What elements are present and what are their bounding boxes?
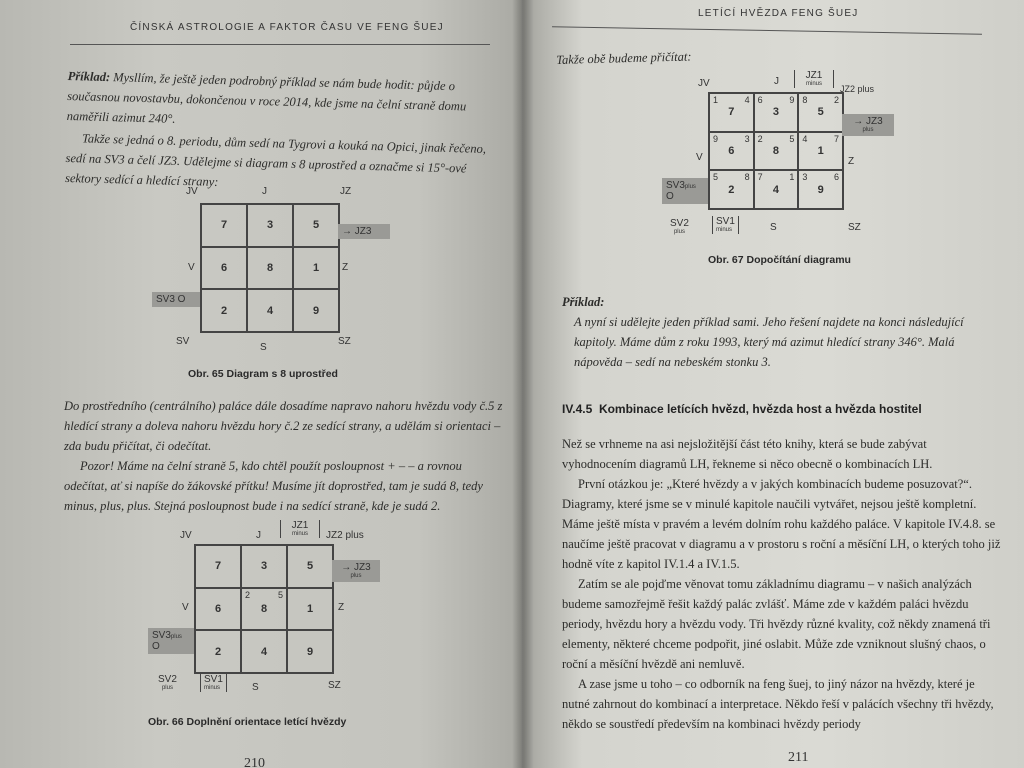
fig66-jz1-label: JZ1 (291, 520, 309, 531)
fig66-tag-sv3-label: SV3 (152, 630, 171, 641)
fig65-dir-sz: SZ (338, 336, 351, 347)
fig66-center-tr: 5 (277, 589, 283, 600)
fig66-cell: 5 (287, 545, 333, 588)
fig67-sv1-label: SV1 (716, 216, 735, 227)
fig67-cell-tl: 4 (802, 133, 808, 144)
fig67-cell-value: 7 (728, 106, 735, 119)
fig66-center-tl: 2 (245, 589, 251, 600)
right-page-number: 211 (788, 750, 809, 765)
fig65-tag-sv3: SV3 O (152, 292, 200, 307)
fig66-jz1 (280, 520, 320, 538)
fig67-caption: Obr. 67 Dopočítání diagramu (708, 254, 851, 266)
fig65-dir-sv: SV (176, 336, 190, 347)
fig67-dir-sz: SZ (848, 222, 861, 233)
fig65-dir-jv: JV (186, 186, 198, 197)
fig66-jz2: JZ2 plus (326, 530, 364, 541)
fig67-cell-value: 8 (772, 144, 780, 157)
fig67-sv2-label: SV2 (670, 218, 689, 229)
fig66-grid (194, 544, 334, 674)
fig67-jz1-minus: minus (805, 81, 822, 87)
left-example-block (65, 66, 498, 199)
fig66-dir-z: Z (338, 602, 345, 613)
fig67-cell (754, 170, 799, 209)
fig67-dir-jv: JV (698, 78, 710, 89)
fig65-dir-v: V (188, 262, 195, 273)
left-example-label: Příklad: (67, 68, 111, 85)
right-example-text: A nyní si udělejte jeden příklad sami. Jeho řešení najdete na konci následující kapitoly. Máme dům z roku 1993, který má azimut hledící strany 346°. Malá nápověda – sedí na nebeském stonku 3. (574, 315, 964, 369)
fig67-dir-s: S (770, 222, 777, 233)
fig66-dir-sz: SZ (328, 680, 341, 691)
figure-65 (150, 186, 410, 353)
fig66-cell: 3 (241, 545, 287, 588)
fig66-cell: 7 (195, 545, 241, 588)
fig65-caption: Obr. 65 Diagram s 8 uprostřed (188, 368, 338, 380)
fig67-cell-value: 6 (728, 144, 735, 157)
fig66-sv1-sub: minus (204, 685, 221, 691)
fig66-sv2 (158, 674, 177, 692)
fig67-tag-sv3-sub: plus (684, 184, 696, 190)
right-para4: A zase jsme u toho – co odborník na feng šuej, to jiný názor na hvězdy, které je nutné zahrnout do kombinací a interpretace. Někdo řeší v palácích všechny tři hvězdy, někdo se soustředí především na kombinaci hvězdy periody (562, 677, 994, 731)
fig67-cell-tr: 7 (833, 133, 839, 144)
right-para3: Zatím se ale pojďme věnovat tomu základnímu diagramu – v našich analýzách budeme samozřejmě řešit každý palác zvlášť. Máme zde v každém paláci hvězdu periody, hvězdu hory a hvězdu vody. Tři hvězdy různé kvality, což někdy znamená tři elementy, některé chceme podpořit, jiné oslabit. Může zde vzniknout slušný chaos, o roční a měsíční hvězdě ani nemluvě. (562, 577, 991, 671)
right-running-header: LETÍCÍ HVĚZDA FENG ŠUEJ (698, 8, 859, 19)
fig67-tag-jz3 (842, 114, 894, 136)
fig67-sv2 (670, 218, 689, 236)
fig66-cell-center (241, 588, 287, 631)
fig67-sv2-sub: plus (673, 229, 685, 235)
fig67-cell-tr: 9 (789, 95, 795, 105)
fig67-cell-tl: 3 (802, 172, 808, 183)
fig65-dir-j: J (262, 186, 267, 197)
fig67-cell-value: 3 (772, 106, 780, 119)
fig67-cell-tl: 5 (713, 172, 719, 183)
fig65-dir-z: Z (342, 262, 349, 273)
right-example-block (562, 292, 982, 372)
left-body-block (64, 396, 504, 516)
fig65-dir-jz: JZ (340, 186, 352, 197)
fig65-cell: 8 (247, 247, 293, 290)
fig67-sv1-sub: minus (716, 227, 733, 233)
fig67-cell (798, 170, 843, 209)
fig67-cell (709, 170, 754, 209)
fig67-dir-z: Z (848, 156, 855, 167)
section-heading (562, 402, 922, 416)
fig67-dir-j: J (774, 76, 779, 87)
fig67-tag-sv3 (662, 178, 708, 204)
fig65-cell: 3 (247, 204, 293, 247)
fig67-cell (798, 93, 843, 132)
fig66-tag-sv3-o: O (152, 641, 160, 652)
fig66-dir-j: J (256, 530, 261, 541)
fig65-tag-jz3: → JZ3 (338, 224, 390, 239)
fig67-grid (708, 92, 844, 210)
fig67-cell-tr: 4 (744, 95, 750, 105)
fig66-jz1-minus: minus (291, 531, 308, 537)
left-para4: Pozor! Máme na čelní straně 5, kdo chtěl použít posloupnost + – – a rovnou odečítat, ať si napíše do žákovské přítku! Musíme jít doprostřed, tam je sudá 8, tedy minus, plus, plus. Stejná posloupnost bude i na sedící straně, kde je sudá 2. (64, 459, 483, 513)
fig66-cell: 6 (195, 588, 241, 631)
fig66-tag-sv3 (148, 628, 194, 654)
fig66-tag-jz3-label: → JZ3 (341, 562, 371, 573)
fig67-cell-tr: 2 (833, 95, 839, 105)
fig67-cell-tr: 6 (833, 172, 839, 183)
fig67-cell-value: 5 (817, 106, 824, 119)
figure-66 (148, 518, 408, 698)
fig67-cell-tl: 6 (757, 95, 763, 105)
fig67-tag-jz3-label: → JZ3 (853, 116, 883, 127)
book-gutter (512, 0, 534, 768)
right-example-label: Příklad: (562, 295, 605, 309)
figure-67 (662, 70, 902, 250)
fig67-cell (709, 132, 754, 171)
fig67-sv1 (712, 216, 739, 234)
fig67-cell-tl: 2 (757, 133, 763, 144)
fig66-cell: 2 (195, 630, 241, 673)
fig66-tag-sv3-sub: plus (170, 634, 182, 640)
fig67-cell (798, 132, 843, 171)
fig66-center-value: 8 (260, 602, 268, 615)
section-number: IV.4.5 (562, 402, 593, 416)
fig66-caption: Obr. 66 Doplnění orientace letící hvězdy (148, 716, 347, 728)
fig67-cell-tl: 7 (757, 172, 763, 183)
fig66-sv2-label: SV2 (158, 674, 177, 685)
fig67-cell-tl: 9 (713, 133, 719, 144)
fig66-dir-v: V (182, 602, 189, 613)
fig67-cell-tr: 8 (744, 172, 750, 183)
left-para3: Do prostředního (centrálního) paláce dále dosadíme napravo nahoru hvězdu vody č.5 z hledící strany a doleva nahoru hvězdu hory č.2 ze sedící strany, a udělám si orientaci – zda budu přičítat, či odečítat. (64, 399, 503, 453)
fig67-cell-value: 1 (817, 144, 824, 157)
fig67-cell (754, 93, 799, 132)
fig67-tag-jz3-sub: plus (862, 127, 874, 133)
fig67-jz1 (794, 70, 834, 88)
fig66-dir-jv: JV (180, 530, 192, 541)
fig65-cell: 6 (201, 247, 247, 290)
right-body-block (562, 434, 1002, 734)
fig65-cell: 2 (201, 289, 247, 332)
fig67-cell-tr: 3 (744, 133, 750, 144)
fig66-sv1 (200, 674, 227, 692)
fig65-grid (200, 203, 340, 333)
right-intro: Takže obě budeme přičítat: (556, 49, 692, 67)
left-example-text: Mysllím, že ještě jeden podrobný příklad se nám bude hodit: půjde o současnou novostavbu, dokončenou v roce 2014, kde jsme na čelní straně domu naměřili azimut 240°. (66, 70, 467, 126)
fig66-sv1-label: SV1 (204, 674, 223, 685)
fig66-cell: 4 (241, 630, 287, 673)
right-para2: První otázkou je: „Které hvězdy a v jakých kombinacích budeme posuzovat?“. Diagramy, které jsme se v minulé kapitole naučili vytvářet, nejsou ještě kompletní. Máme ještě místa v pravém a levém dolním rohu každého paláce. V kapitole IV.4.8. se naučíme ještě pracovat v diagramu a v prostoru s roční a měsíční LH, o kterých toho již hodně víte z kapitol IV.1.4 a IV.1.5. (562, 477, 1001, 571)
fig66-sv2-sub: plus (161, 685, 173, 691)
right-page (522, 0, 1024, 768)
fig66-tag-jz3 (332, 560, 380, 582)
fig67-cell-tl: 8 (802, 95, 808, 105)
fig67-cell-value: 2 (728, 183, 735, 196)
fig67-tag-sv3-o: O (666, 191, 674, 202)
fig66-cell: 9 (287, 630, 333, 673)
fig67-tag-sv3-label: SV3 (666, 180, 685, 191)
fig66-tag-jz3-sub: plus (350, 573, 362, 579)
fig67-cell-tr: 5 (789, 133, 795, 144)
right-header-rule (552, 26, 982, 35)
fig65-dir-s: S (260, 342, 267, 353)
fig67-cell-value: 9 (817, 183, 824, 196)
fig67-cell-tr: 1 (789, 172, 795, 183)
fig67-cell (754, 132, 799, 171)
left-running-header: ČÍNSKÁ ASTROLOGIE A FAKTOR ČASU VE FENG ŠUEJ (130, 22, 444, 33)
left-para2: Takže se jedná o 8. periodu, dům sedí na Tygrovi a kouká na Opici, jinak řečeno, sedí na SV3 a čelí JZ3. Udělejme si diagram s 8 uprostřed a označme si 15°-ové sektory sedící a hledící strany: (64, 131, 487, 189)
fig67-cell-value: 4 (772, 183, 780, 196)
right-para1: Než se vrhneme na asi nejsložitější část této knihy, která se bude zabývat vyhodnocením diagramů LH, řekneme si něco obecně o kombinacích LH. (562, 437, 933, 471)
fig67-dir-v: V (696, 152, 703, 163)
fig66-dir-s: S (252, 682, 259, 693)
fig67-cell (709, 93, 754, 132)
fig65-cell: 7 (201, 204, 247, 247)
left-page-number: 210 (244, 756, 265, 768)
fig67-jz2: JZ2 plus (840, 84, 875, 94)
section-title: Kombinace letících hvězd, hvězda host a hvězda hostitel (598, 402, 922, 416)
fig67-jz1-label: JZ1 (805, 70, 823, 81)
left-header-rule (70, 44, 490, 45)
fig66-cell: 1 (287, 588, 333, 631)
fig65-cell: 5 (293, 204, 339, 247)
fig67-cell-tl: 1 (713, 95, 719, 105)
fig65-cell: 1 (293, 247, 339, 290)
fig65-cell: 4 (247, 289, 293, 332)
fig65-cell: 9 (293, 289, 339, 332)
